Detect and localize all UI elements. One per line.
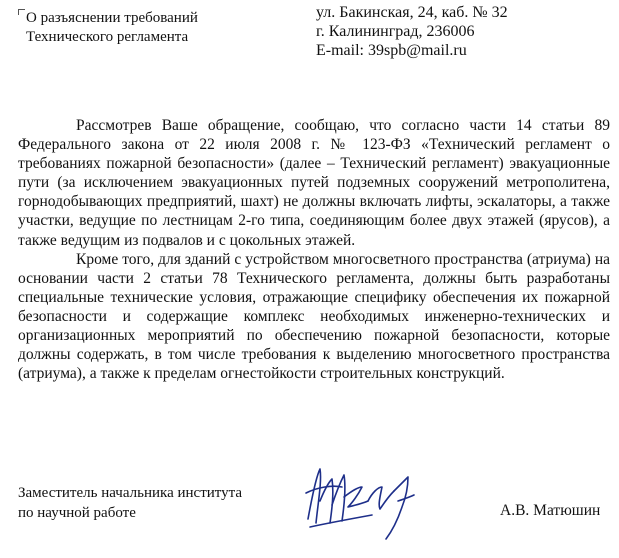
address-street: ул. Бакинская, 24, каб. № 32 [316,4,508,21]
body-paragraph-2: Кроме того, для зданий с устройством многосветного пространства (атриума) на основании части 2 статьи 78 Технического регламента, должны быть разработаны специальные технические условия, отражающие специфику обеспечения их пожарной безопасности и содержащие комплекс необходимых инженерно-технических и организационных мероприятий по обеспечению пожарной безопасности, которые должны содержать, в том числе требования к выделению многосветного пространства (атриума), а также к пределам огнестойкости строительных конструкций. [18,250,610,383]
letter-body [18,116,610,383]
subject-line-1: О разъяснении требований [18,9,258,28]
signatory-name: А.В. Матюшин [500,502,601,519]
subject-line-2: Технического регламента [26,29,189,45]
signatory-title-line-1: Заместитель начальника института [18,485,243,501]
signature-icon [298,457,428,547]
signatory-position [18,483,298,523]
signatory-title-line-2: по научной работе [18,505,136,521]
letter-subject [18,9,258,47]
address-email: E-mail: 39spb@mail.ru [316,42,467,59]
recipient-address [316,3,616,60]
address-city: г. Калининград, 236006 [316,23,475,40]
body-paragraph-1: Рассмотрев Ваше обращение, сообщаю, что согласно части 14 статьи 89 Федерального закона от 22 июля 2008 г. № 123-ФЗ «Технический регламент о требованиях пожарной безопасности» (далее – Технический регламент) эвакуационные пути (за исключением эвакуационных путей подземных сооружений метрополитена, горнодобывающих предприятий, шахт) не должны включать лифты, эскалаторы, а также участки, ведущие по лестницам 2-го типа, соединяющим более двух этажей (ярусов), а также ведущим из подвалов и с цокольных этажей. [18,117,610,249]
